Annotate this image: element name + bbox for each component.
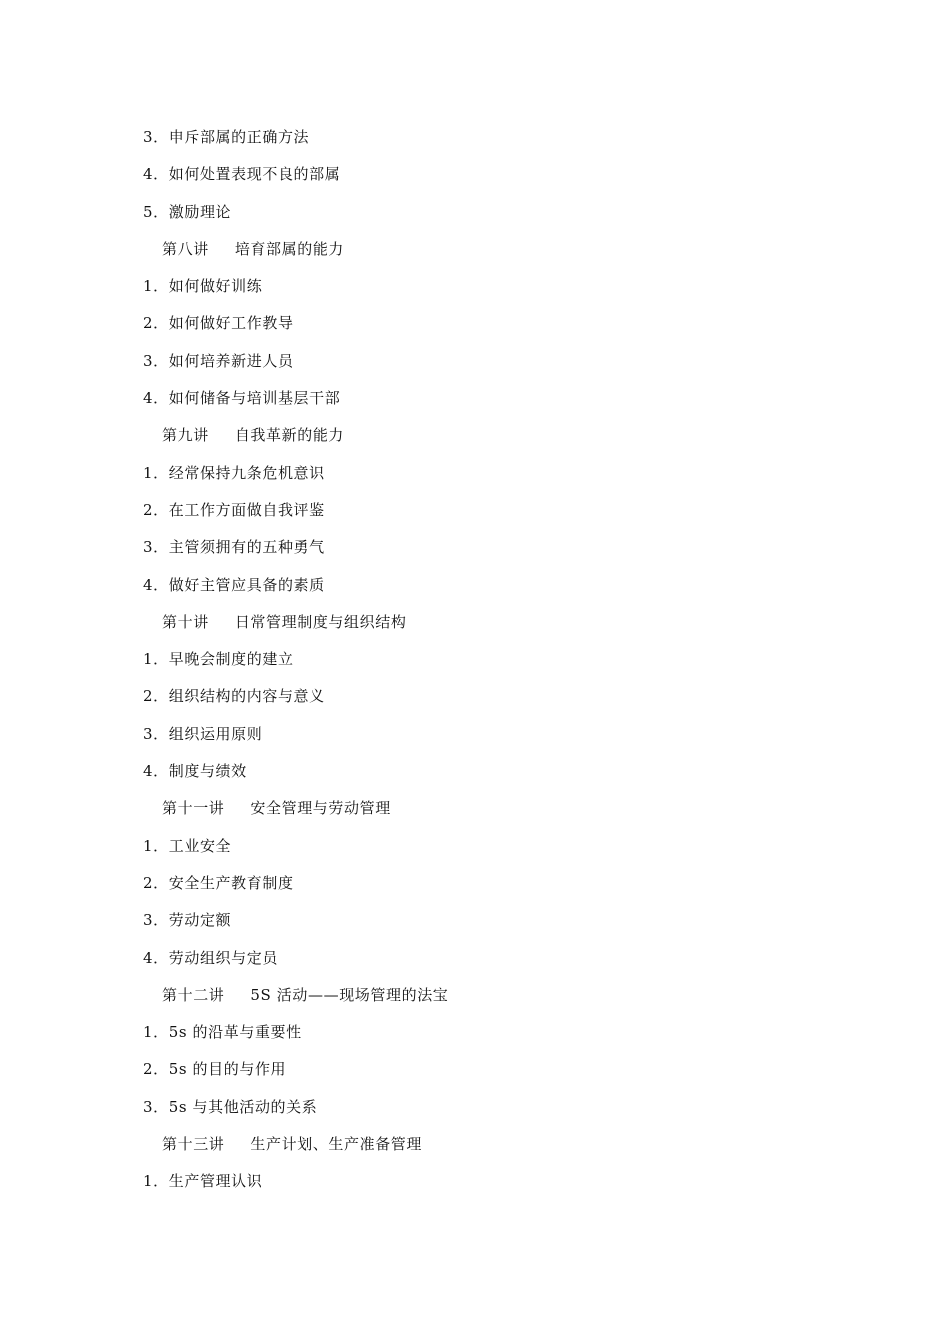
section-heading xyxy=(143,977,843,1014)
list-item: 5．激励理论 xyxy=(143,202,232,221)
list-item: 4．做好主管应具备的素质 xyxy=(143,575,325,594)
list-item: 4．劳动组织与定员 xyxy=(143,948,278,967)
heading-title: 自我革新的能力 xyxy=(234,426,345,445)
heading-label: 第九讲 xyxy=(162,426,209,445)
heading-title: 日常管理制度与组织结构 xyxy=(234,612,407,631)
list-item: 3．申斥部属的正确方法 xyxy=(143,128,310,146)
section-heading xyxy=(143,790,843,827)
list-item: 1．早晚会制度的建立 xyxy=(143,650,294,669)
list-item: 1．生产管理认识 xyxy=(143,1172,263,1191)
heading-title: 培育部属的能力 xyxy=(234,239,345,258)
list-item: 4．如何储备与培训基层干部 xyxy=(143,389,341,408)
list-item: 3．劳动定额 xyxy=(143,911,232,930)
list-item: 1．5s 的沿革与重要性 xyxy=(143,1023,302,1042)
heading-label: 第十三讲 xyxy=(162,1135,225,1154)
list-item: 4．如何处置表现不良的部属 xyxy=(143,165,341,184)
heading-title: 5S 活动——现场管理的法宝 xyxy=(250,985,449,1004)
list-item: 3．5s 与其他活动的关系 xyxy=(143,1097,318,1116)
section-heading xyxy=(143,231,843,268)
section-heading xyxy=(143,604,843,641)
section-heading xyxy=(143,1126,843,1163)
heading-label: 第十讲 xyxy=(162,612,209,631)
list-item: 4．制度与绩效 xyxy=(143,762,247,781)
list-item: 3．组织运用原则 xyxy=(143,724,263,743)
heading-label: 第十一讲 xyxy=(162,799,225,818)
heading-label: 第八讲 xyxy=(162,239,209,258)
list-item: 3．主管须拥有的五种勇气 xyxy=(143,538,325,557)
heading-label: 第十二讲 xyxy=(162,985,225,1004)
list-item: 1．如何做好训练 xyxy=(143,277,263,296)
section-heading xyxy=(143,417,843,454)
heading-title: 安全管理与劳动管理 xyxy=(250,799,391,818)
list-item: 1．工业安全 xyxy=(143,836,232,855)
list-item: 3．如何培养新进人员 xyxy=(143,351,294,370)
document-body xyxy=(143,119,843,1201)
heading-title: 生产计划、生产准备管理 xyxy=(250,1135,423,1154)
list-item: 1．经常保持九条危机意识 xyxy=(143,463,325,482)
list-item: 2．安全生产教育制度 xyxy=(143,873,294,892)
list-item: 2．组织结构的内容与意义 xyxy=(143,687,325,706)
list-item: 2．5s 的目的与作用 xyxy=(143,1060,287,1079)
list-item: 2．在工作方面做自我评鉴 xyxy=(143,500,325,519)
list-item: 2．如何做好工作教导 xyxy=(143,314,294,333)
